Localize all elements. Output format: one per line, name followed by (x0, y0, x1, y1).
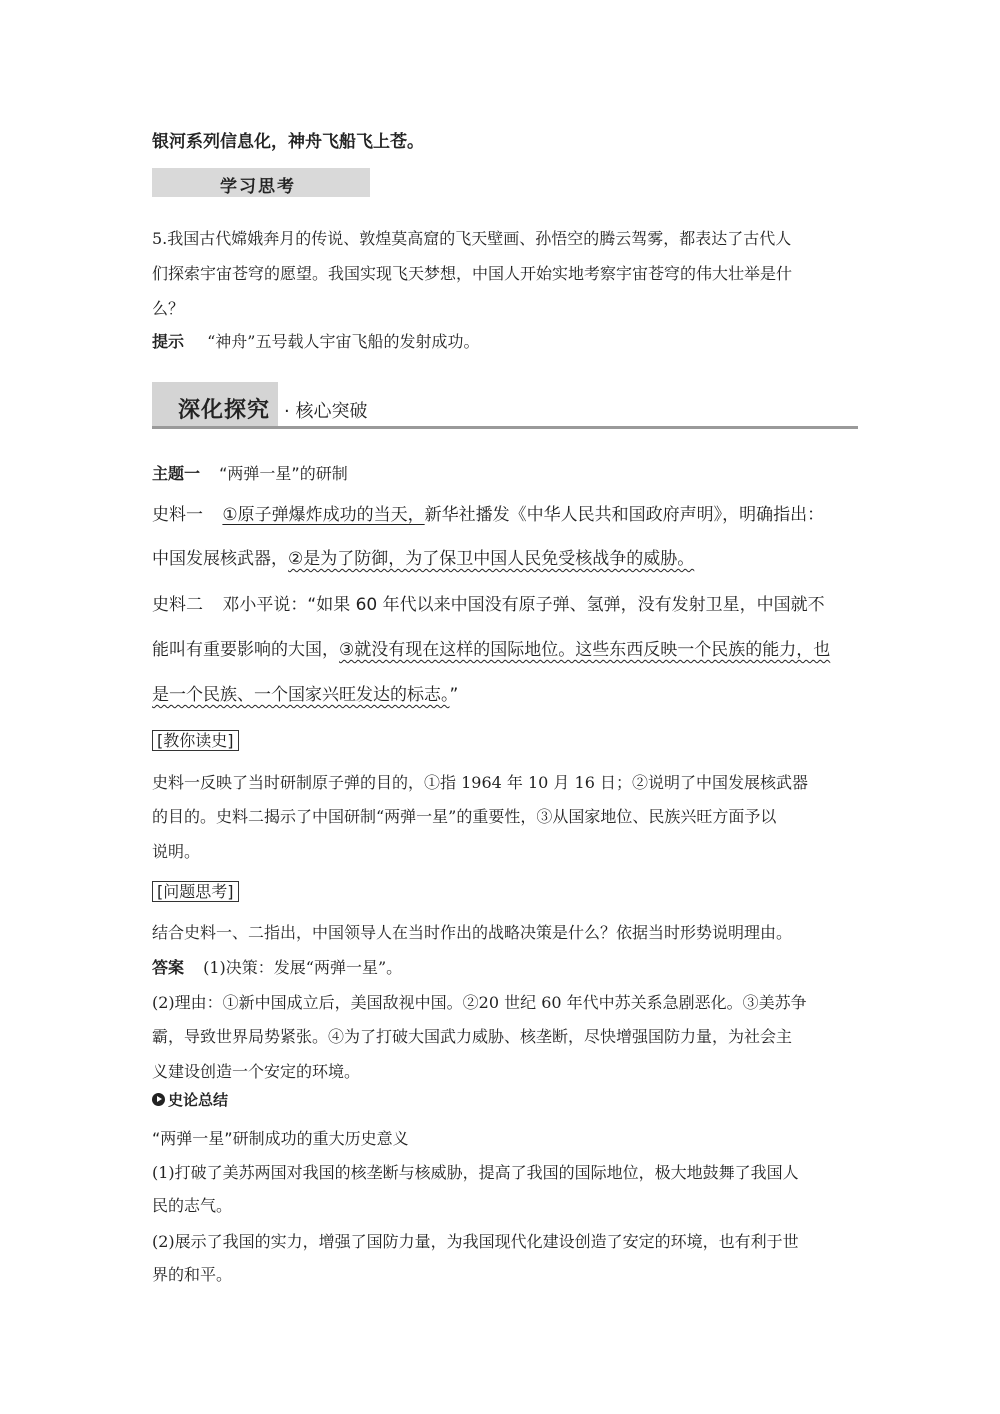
answer-text-1: (1)决策：发展“两弹一星”。 (203, 958, 403, 977)
hint-text: “神舟”五号载人宇宙飞船的发射成功。 (207, 332, 480, 351)
study-header: 学习思考 (220, 177, 296, 197)
source2-line-3 (152, 680, 458, 705)
reading-line-3: 说明。 (152, 842, 201, 861)
source2-line-2 (152, 635, 830, 660)
source1-text-1: 新华社播发《中华人民共和国政府声明》，明确指出： (424, 505, 825, 525)
answer-line-3: 霸，导致世界局势紧张。④为了打破大国武力威胁、核垄断，尽快增强国防力量，为社会主 (152, 1027, 793, 1046)
source2-wavy-2: ③就没有现在这样的国际地位。这些东西反映一个民族的能力，也 (339, 640, 831, 660)
source1-line-2 (152, 544, 694, 569)
source1-underlined-1: ①原子弹爆炸成功的当天， (222, 505, 425, 525)
answer-line-2: (2)理由：①新中国成立后，美国敌视中国。②20 世纪 60 年代中苏关系急剧恶化。③美苏争 (152, 993, 807, 1012)
source1-line-1 (152, 500, 824, 525)
reading-tag (152, 728, 239, 751)
source1-text-2: 中国发展核武器， (152, 549, 288, 569)
intro-line: 银河系列信息化，神舟飞船飞上苍。 (152, 132, 424, 152)
hint-line (152, 329, 479, 352)
source1-label: 史料一 (152, 505, 203, 525)
topic-heading (152, 461, 348, 484)
reading-line-1: 史料一反映了当时研制原子弹的目的，①指 1964 年 10 月 16 日；②说明了中国发展核武器 (152, 773, 808, 792)
source1-wavy-2: ②是为了防御，为了保卫中国人民免受核战争的威胁。 (288, 549, 695, 569)
thinking-tag (152, 879, 239, 902)
section-rule (152, 426, 858, 429)
answer-label: 答案 (152, 958, 185, 977)
topic-label: 主题一 (152, 464, 201, 483)
play-circle-icon (152, 1093, 165, 1106)
answer-line-1 (152, 955, 402, 978)
study-header-box (152, 168, 370, 197)
summary-p1-line-1: (1)打破了美苏两国对我国的核垄断与核威胁，提高了我国的国际地位，极大地鼓舞了我国人 (152, 1163, 799, 1182)
source2-text-1: 邓小平说：“如果 60 年代以来中国没有原子弹、氢弹，没有发射卫星，中国就不 (222, 595, 825, 615)
summary-title: “两弹一星”研制成功的重大历史意义 (152, 1129, 409, 1148)
section-banner (152, 382, 858, 430)
reading-line-2: 的目的。史料二揭示了中国研制“两弹一星”的重要性，③从国家地位、民族兴旺方面予以 (152, 807, 777, 826)
hint-label: 提示 (152, 332, 185, 351)
summary-p2-line-2: 界的和平。 (152, 1265, 233, 1284)
source2-label: 史料二 (152, 595, 203, 615)
source2-text-3: ” (449, 685, 459, 705)
question-line-2: 们探索宇宙苍穹的愿望。我国实现飞天梦想，中国人开始实地考察宇宙苍穹的伟大壮举是什 (152, 264, 793, 283)
answer-line-4: 义建设创造一个安定的环境。 (152, 1062, 361, 1081)
question-line-3: 么？ (152, 299, 185, 318)
topic-title: “两弹一星”的研制 (219, 464, 348, 483)
summary-p2-line-1: (2)展示了我国的实力，增强了国防力量，为我国现代化建设创造了安定的环境，也有利于世 (152, 1232, 799, 1251)
thinking-tag-box: [问题思考] (152, 881, 239, 902)
source2-text-2: 能叫有重要影响的大国， (152, 640, 339, 660)
summary-label: 史论总结 (168, 1091, 229, 1109)
source2-wavy-3: 是一个民族、一个国家兴旺发达的标志。 (152, 685, 450, 705)
summary-heading (152, 1089, 228, 1110)
thinking-question: 结合史料一、二指出，中国领导人在当时作出的战略决策是什么？依据当时形势说明理由。 (152, 923, 793, 942)
section-subtitle: · 核心突破 (284, 401, 368, 422)
source2-line-1 (152, 590, 825, 615)
question-line-1: 5.我国古代嫦娥奔月的传说、敦煌莫高窟的飞天壁画、孙悟空的腾云驾雾，都表达了古代人 (152, 229, 792, 248)
section-title: 深化探究 (178, 398, 271, 423)
summary-p1-line-2: 民的志气。 (152, 1196, 233, 1215)
reading-tag-box: [教你读史] (152, 730, 239, 751)
